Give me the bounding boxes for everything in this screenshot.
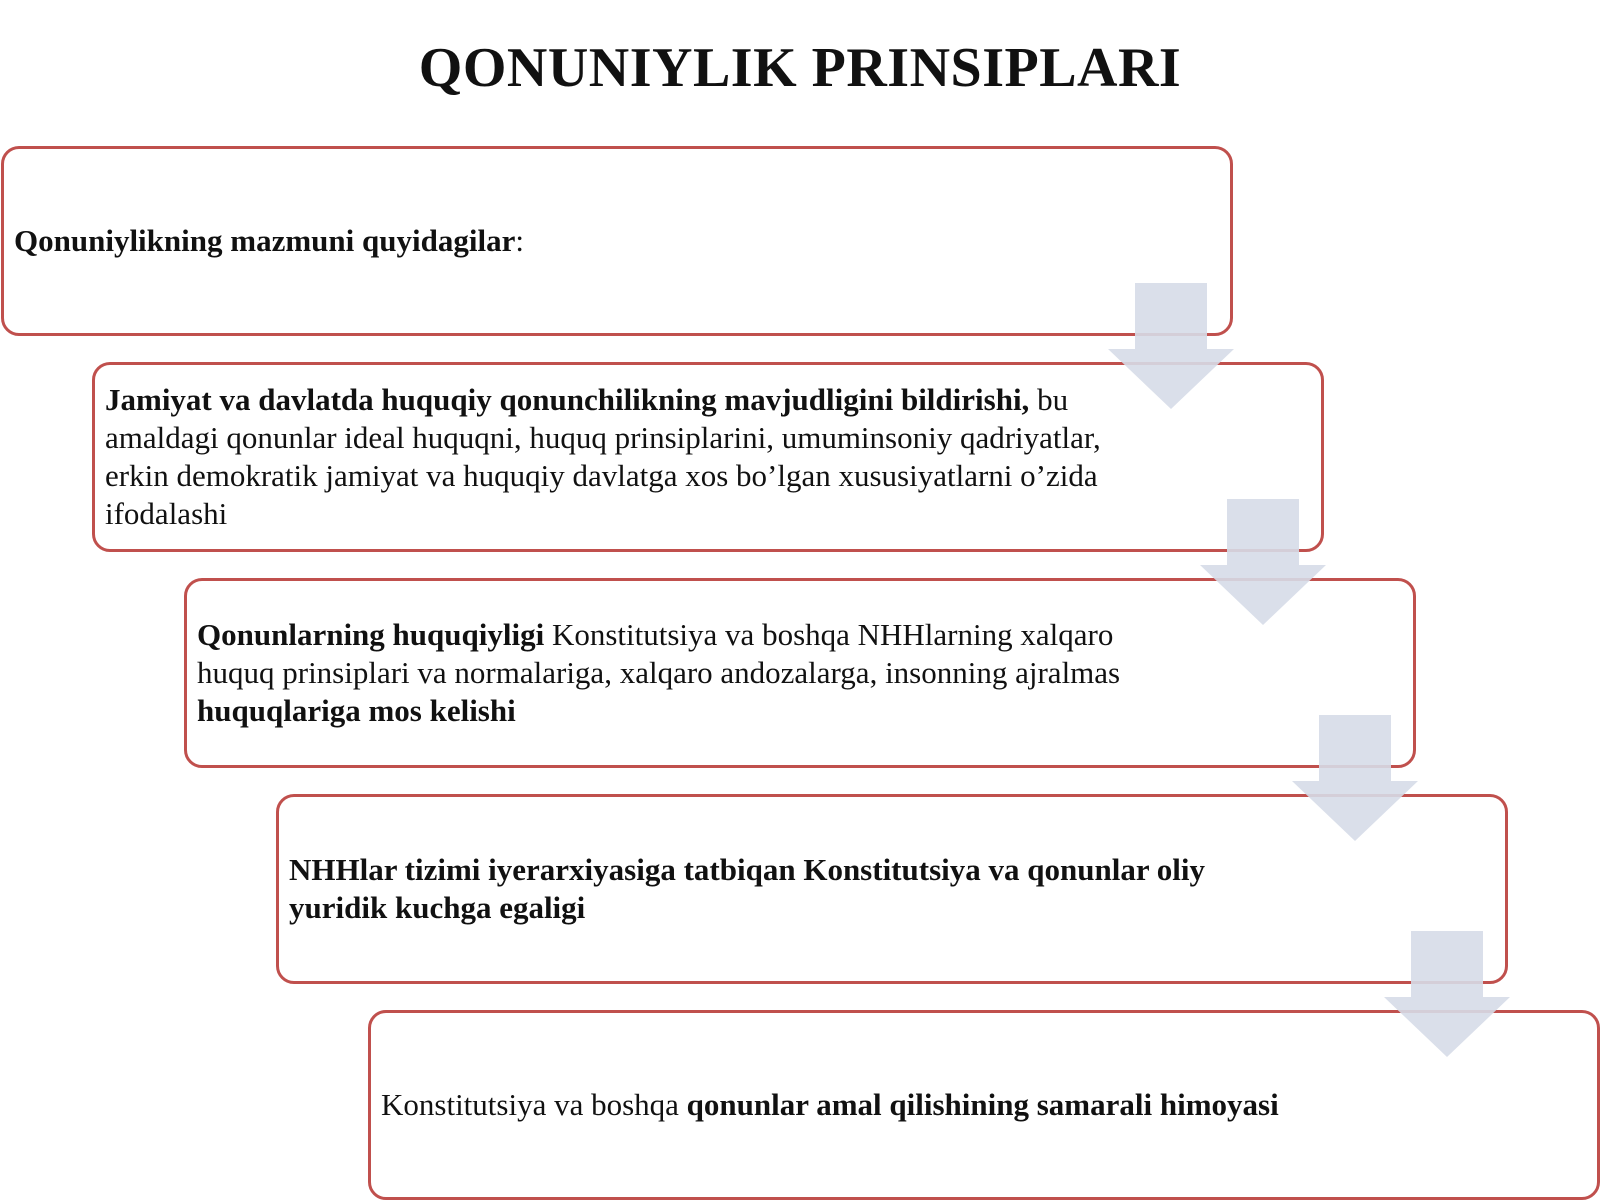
principle-box-1 (1, 146, 1233, 336)
principle-1-segment-1: Qonuniylikning mazmuni quyidagilar (14, 223, 516, 258)
principle-2-segment-2: bu amaldagi qonunlar ideal huquqni, huquq prinsiplarini, umuminsoniy qadriyatlar, erkin demokratik jamiyat va huquqiy davlatga xos bo’lgan xususiyatlarni o’zida ifodalashi (105, 382, 1101, 531)
principle-text-3 (197, 616, 1197, 730)
principle-4-segment-1: NHHlar tizimi iyerarxiyasiga tatbiqan Konstitutsiya va qonunlar oliy yuridik kuchga egaligi (289, 852, 1205, 925)
down-arrow-icon (1108, 283, 1234, 409)
down-arrow-icon-shape (1384, 931, 1510, 1057)
principle-5-segment-1: Konstitutsiya va boshqa (381, 1087, 687, 1122)
principle-3-segment-2: Konstitutsiya va boshqa NHHlarning xalqaro huquq prinsiplari va normalariga, xalqaro andozalarga, insonning ajralmas (197, 617, 1121, 690)
down-arrow-icon-shape (1108, 283, 1234, 409)
down-arrow-icon (1200, 499, 1326, 625)
principle-2-segment-1: Jamiyat va davlatda huquqiy qonunchilikning mavjudligini bildirishi, (105, 382, 1030, 417)
down-arrow-icon-shape (1200, 499, 1326, 625)
principle-text-1 (14, 222, 524, 260)
down-arrow-icon (1384, 931, 1510, 1057)
principle-3-segment-3: huquqlariga mos kelishi (197, 693, 516, 728)
down-arrow-icon (1292, 715, 1418, 841)
principle-1-segment-2: : (515, 223, 524, 258)
principle-3-segment-1: Qonunlarning huquqiyligi (197, 617, 545, 652)
principle-text-4 (289, 851, 1289, 927)
principle-5-segment-2: qonunlar amal qilishining samarali himoyasi (686, 1087, 1279, 1122)
diagram-title: QONUNIYLIK PRINSIPLARI (418, 37, 1182, 99)
principle-text-2 (105, 381, 1105, 533)
principle-text-5 (381, 1086, 1279, 1124)
down-arrow-icon-shape (1292, 715, 1418, 841)
